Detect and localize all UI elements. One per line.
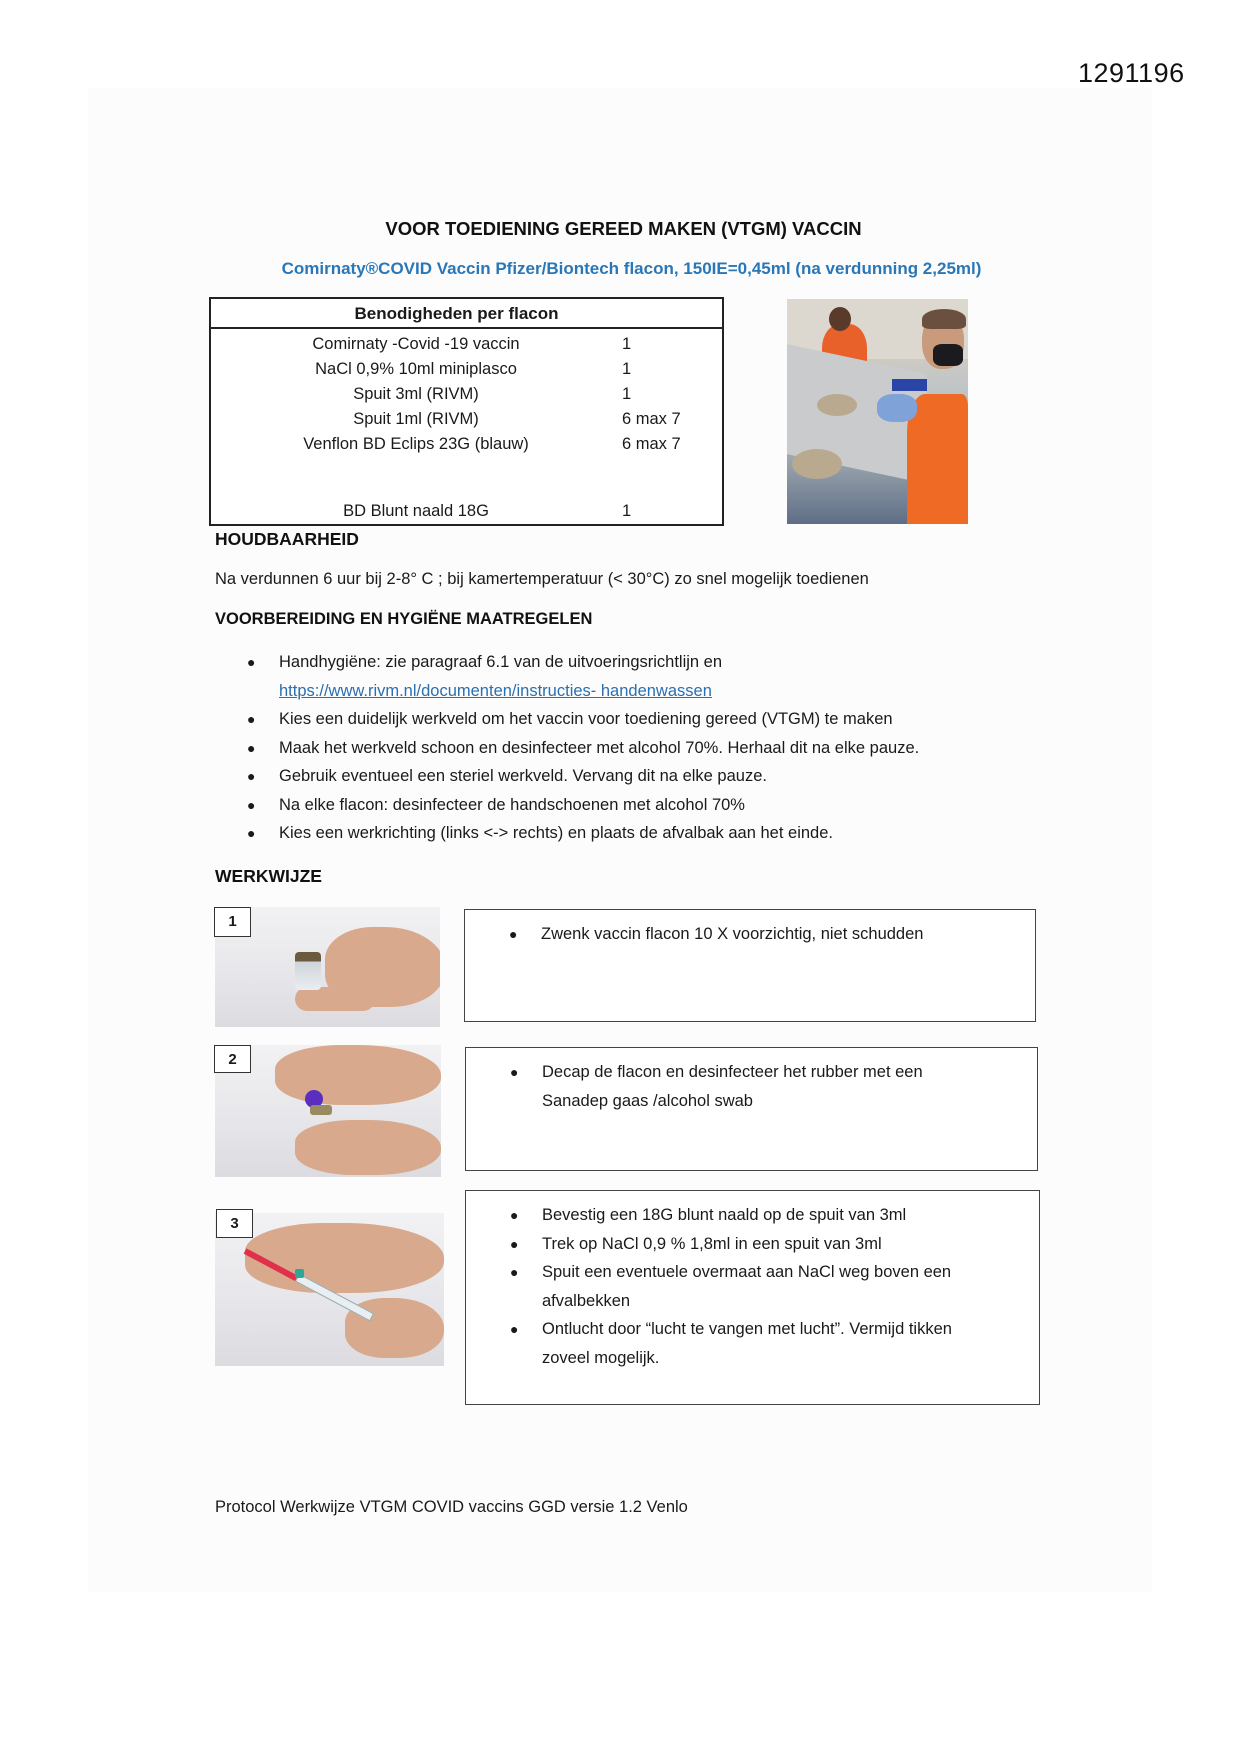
- supply-name: BD Blunt naald 18G: [343, 502, 489, 520]
- step-number-2: 2: [214, 1045, 251, 1073]
- bullet-icon: ●: [247, 654, 256, 670]
- rivm-handwashing-link[interactable]: https://www.rivm.nl/documenten/instructies- handenwassen: [279, 681, 712, 700]
- document-footer: Protocol Werkwijze VTGM COVID vaccins GGD versie 1.2 Venlo: [215, 1498, 688, 1516]
- bullet-icon: ●: [247, 825, 256, 841]
- table-row: [211, 381, 722, 407]
- bullet-icon: ●: [510, 1264, 519, 1280]
- list-item: [246, 819, 919, 848]
- step-3-instructions: [465, 1190, 1040, 1405]
- list-item: [510, 1201, 980, 1230]
- list-item: [510, 1315, 980, 1372]
- shelf-life-heading: HOUDBAARHEID: [215, 529, 359, 549]
- bullet-icon: ●: [247, 711, 256, 727]
- list-item: [509, 920, 979, 949]
- bullet-icon: ●: [510, 1235, 519, 1252]
- supply-quantity: 6 max 7: [622, 410, 681, 428]
- bullet-icon: ●: [510, 1321, 519, 1337]
- supply-quantity: 1: [622, 360, 632, 378]
- supply-name: Spuit 1ml (RIVM): [353, 410, 479, 428]
- page-title: VOOR TOEDIENING GEREED MAKEN (VTGM) VACCIN: [385, 218, 862, 239]
- step-2-instructions: [465, 1047, 1038, 1171]
- bullet-icon: ●: [509, 926, 518, 942]
- step-1-instructions: [464, 909, 1036, 1022]
- list-item: [510, 1230, 980, 1259]
- supply-quantity: 1: [622, 502, 632, 520]
- supply-name: Spuit 3ml (RIVM): [353, 385, 479, 403]
- list-item: [246, 705, 919, 734]
- bullet-icon: ●: [247, 739, 256, 756]
- list-item-text: Handhygiëne: zie paragraaf 6.1 van de uitvoeringsrichtlijn en: [279, 653, 723, 671]
- bullet-icon: ●: [510, 1207, 519, 1223]
- document-id: 1291196: [1078, 58, 1185, 88]
- table-row: [211, 356, 722, 382]
- list-item: [246, 648, 919, 705]
- step-number-1: 1: [214, 907, 251, 937]
- supply-name: Comirnaty -Covid -19 vaccin: [312, 335, 520, 353]
- supply-name: Venflon BD Eclips 23G (blauw): [303, 435, 529, 453]
- list-item-text: Maak het werkveld schoon en desinfecteer met alcohol 70%. Herhaal dit na elke pauze.: [279, 738, 920, 757]
- list-item: [246, 734, 919, 763]
- bullet-icon: ●: [510, 1064, 519, 1080]
- preparation-heading: VOORBEREIDING EN HYGIËNE MAATREGELEN: [215, 610, 593, 628]
- list-item-text: Bevestig een 18G blunt naald op de spuit van 3ml: [542, 1206, 907, 1224]
- team-photo: [787, 299, 968, 524]
- list-item: [510, 1258, 980, 1315]
- list-item: [246, 791, 919, 820]
- supplies-table: [209, 297, 724, 526]
- list-item: [510, 1058, 980, 1115]
- list-item-text: Kies een werkrichting (links <-> rechts) en plaats de afvalbak aan het einde.: [279, 824, 833, 842]
- step-number-3: 3: [216, 1209, 253, 1238]
- table-row: [211, 431, 722, 457]
- supply-quantity: 6 max 7: [622, 435, 681, 453]
- table-row: [211, 406, 722, 432]
- table-row: [211, 498, 722, 524]
- list-item-text: Trek op NaCl 0,9 % 1,8ml in een spuit van 3ml: [542, 1234, 882, 1253]
- supply-quantity: 1: [622, 385, 632, 403]
- list-item-text: Gebruik eventueel een steriel werkveld. Vervang dit na elke pauze.: [279, 767, 767, 785]
- list-item-text: Ontlucht door “lucht te vangen met lucht”. Vermijd tikken zoveel mogelijk.: [542, 1320, 952, 1367]
- supplies-table-header: Benodigheden per flacon: [211, 299, 722, 329]
- bullet-icon: ●: [247, 768, 256, 784]
- supply-name: NaCl 0,9% 10ml miniplasco: [315, 360, 517, 378]
- shelf-life-text: Na verdunnen 6 uur bij 2-8° C ; bij kamertemperatuur (< 30°C) zo snel mogelijk toedienen: [215, 570, 869, 588]
- bullet-icon: ●: [247, 796, 256, 813]
- list-item-text: Spuit een eventuele overmaat aan NaCl weg boven een afvalbekken: [542, 1263, 952, 1310]
- preparation-list: [246, 648, 919, 848]
- list-item: [246, 762, 919, 791]
- supply-quantity: 1: [622, 335, 632, 353]
- list-item-text: Decap de flacon en desinfecteer het rubber met een Sanadep gaas /alcohol swab: [542, 1063, 923, 1110]
- list-item-text: Kies een duidelijk werkveld om het vaccin voor toediening gereed (VTGM) te maken: [279, 710, 893, 728]
- procedure-heading: WERKWIJZE: [215, 866, 322, 886]
- vaccine-subtitle: Comirnaty®COVID Vaccin Pfizer/Biontech flacon, 150IE=0,45ml (na verdunning 2,25ml): [281, 259, 982, 278]
- list-item-text: Na elke flacon: desinfecteer de handschoenen met alcohol 70%: [279, 795, 745, 814]
- list-item-text: Zwenk vaccin flacon 10 X voorzichtig, niet schudden: [541, 925, 924, 943]
- table-row: [211, 331, 722, 357]
